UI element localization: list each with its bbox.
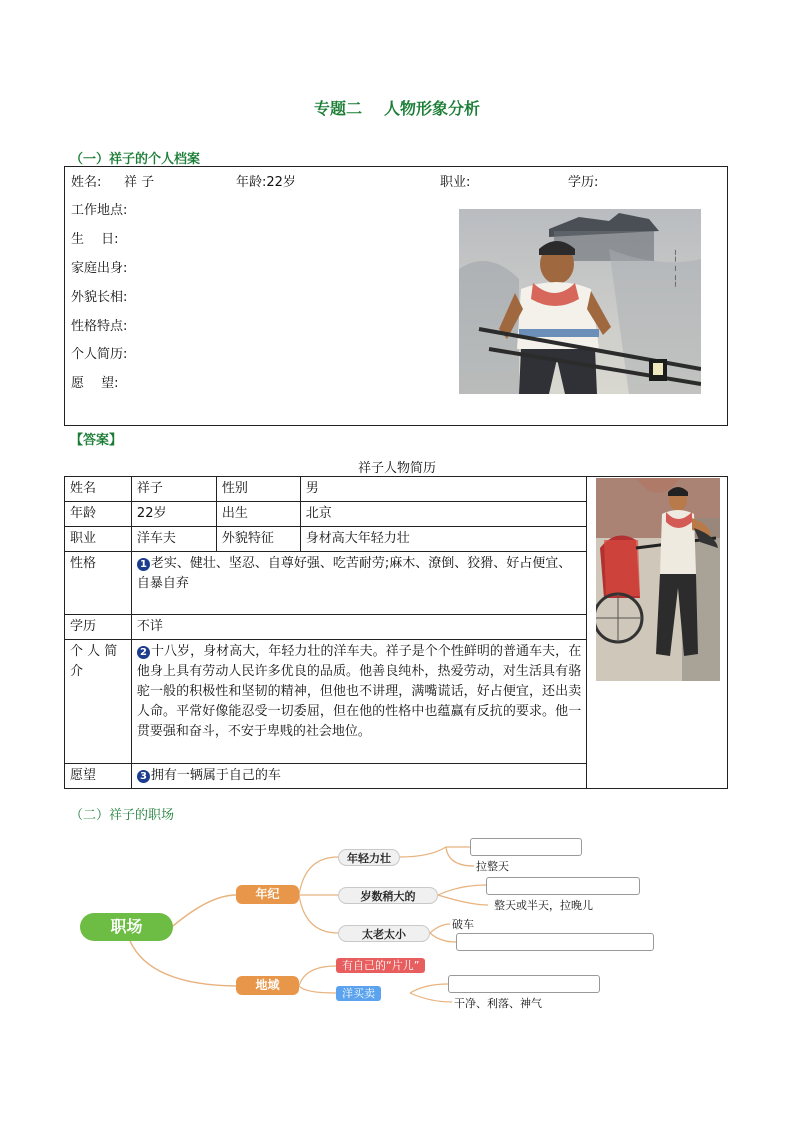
cell-edu-value: 不详 bbox=[131, 615, 586, 640]
mindmap-node-older: 岁数稍大的 bbox=[338, 887, 438, 904]
age-label: 年龄:22岁 bbox=[236, 175, 296, 190]
resume-label: 个人简历: bbox=[71, 347, 128, 362]
mindmap-branch-age: 年纪 bbox=[236, 885, 299, 904]
cell-wish-value: 3 拥有一辆属于自己的车 bbox=[131, 764, 586, 789]
mindmap-leaf-foreign: 干净、利落、神气 bbox=[454, 997, 542, 1010]
mindmap-node-own-area: 有自己的“片儿” bbox=[336, 958, 425, 973]
cell-personality-label: 性格 bbox=[65, 552, 132, 615]
cell-gender-value: 男 bbox=[300, 477, 587, 502]
number-badge: 2 bbox=[137, 646, 150, 659]
cell-job-value: 洋车夫 bbox=[131, 527, 216, 552]
svg-text:~~ ~ ~~: ~~ ~ ~~ bbox=[671, 249, 680, 288]
mindmap-node-foreign: 洋买卖 bbox=[336, 986, 381, 1001]
edu-label: 学历: bbox=[568, 175, 599, 190]
name-label: 姓名: bbox=[71, 175, 102, 190]
answer-heading: 【答案】 bbox=[70, 433, 123, 448]
personality-label: 性格特点: bbox=[71, 319, 128, 334]
cell-looks-value: 身材高大年轻力壮 bbox=[300, 527, 587, 552]
mindmap-leaf-young: 拉整天 bbox=[476, 860, 509, 873]
wish-label: 愿 望: bbox=[71, 376, 119, 391]
cell-personality-value: 1 老实、健壮、坚忍、自尊好强、吃苦耐劳;麻木、潦倒、狡猾、好占便宜、自暴自弃 bbox=[131, 552, 586, 615]
cell-resume-value: 2 十八岁，身材高大，年轻力壮的洋车夫。祥子是个个性鲜明的普通车夫，在他身上具有劳动人民许多优良的品质。他善良纯朴，热爱劳动，对生活具有骆驼一般的积极性和坚韧的精神，但他也不讲理，满嘴谎话，好占便宜，还出卖人命。平常好像能忍受一切委屈，但在他的性格中也蕴赢有反抗的要求。他一贯要强和奋斗，不安于卑贱的社会地位。 bbox=[131, 640, 586, 764]
birthday-label: 生 日: bbox=[71, 232, 119, 247]
family-label: 家庭出身: bbox=[71, 261, 128, 276]
cell-age-value: 22岁 bbox=[131, 502, 216, 527]
mindmap-branch-region: 地域 bbox=[236, 976, 299, 995]
cell-edu-label: 学历 bbox=[65, 615, 132, 640]
cell-looks-label: 外貌特征 bbox=[216, 527, 300, 552]
number-badge: 1 bbox=[137, 558, 150, 571]
job-label: 职业: bbox=[440, 175, 471, 190]
mindmap-node-old: 太老太小 bbox=[338, 925, 430, 942]
cell-name-value: 祥子 bbox=[131, 477, 216, 502]
number-badge: 3 bbox=[137, 770, 150, 783]
cell-job-label: 职业 bbox=[65, 527, 132, 552]
mindmap-blank-box[interactable] bbox=[448, 975, 600, 993]
cell-birth-label: 出生 bbox=[216, 502, 300, 527]
mindmap-leaf-older: 整天或半天，拉晚儿 bbox=[494, 899, 593, 912]
cell-birth-value: 北京 bbox=[300, 502, 587, 527]
cell-name-label: 姓名 bbox=[65, 477, 132, 502]
work-label: 工作地点: bbox=[71, 203, 128, 218]
section1-heading: （一）祥子的个人档案 bbox=[70, 152, 201, 167]
cell-wish-label: 愿望 bbox=[65, 764, 132, 789]
section2-heading: （二）祥子的职场 bbox=[70, 808, 175, 823]
mindmap-node-young: 年轻力壮 bbox=[338, 849, 400, 866]
name-value: 祥 子 bbox=[124, 175, 155, 190]
cell-resume-label: 个 人 简 介 bbox=[65, 640, 132, 764]
title-part2: 人物形象分析 bbox=[384, 99, 481, 118]
looks-label: 外貌长相: bbox=[71, 290, 128, 305]
title-part1: 专题二 bbox=[313, 99, 362, 118]
mindmap-blank-box[interactable] bbox=[486, 877, 640, 895]
mindmap-leaf-old: 破车 bbox=[452, 918, 474, 931]
cell-gender-label: 性别 bbox=[216, 477, 300, 502]
mindmap-root: 职场 bbox=[80, 913, 173, 941]
mindmap-blank-box[interactable] bbox=[456, 933, 654, 951]
cell-age-label: 年龄 bbox=[65, 502, 132, 527]
table-caption: 祥子人物简历 bbox=[357, 461, 436, 476]
mindmap-blank-box[interactable] bbox=[470, 838, 582, 856]
